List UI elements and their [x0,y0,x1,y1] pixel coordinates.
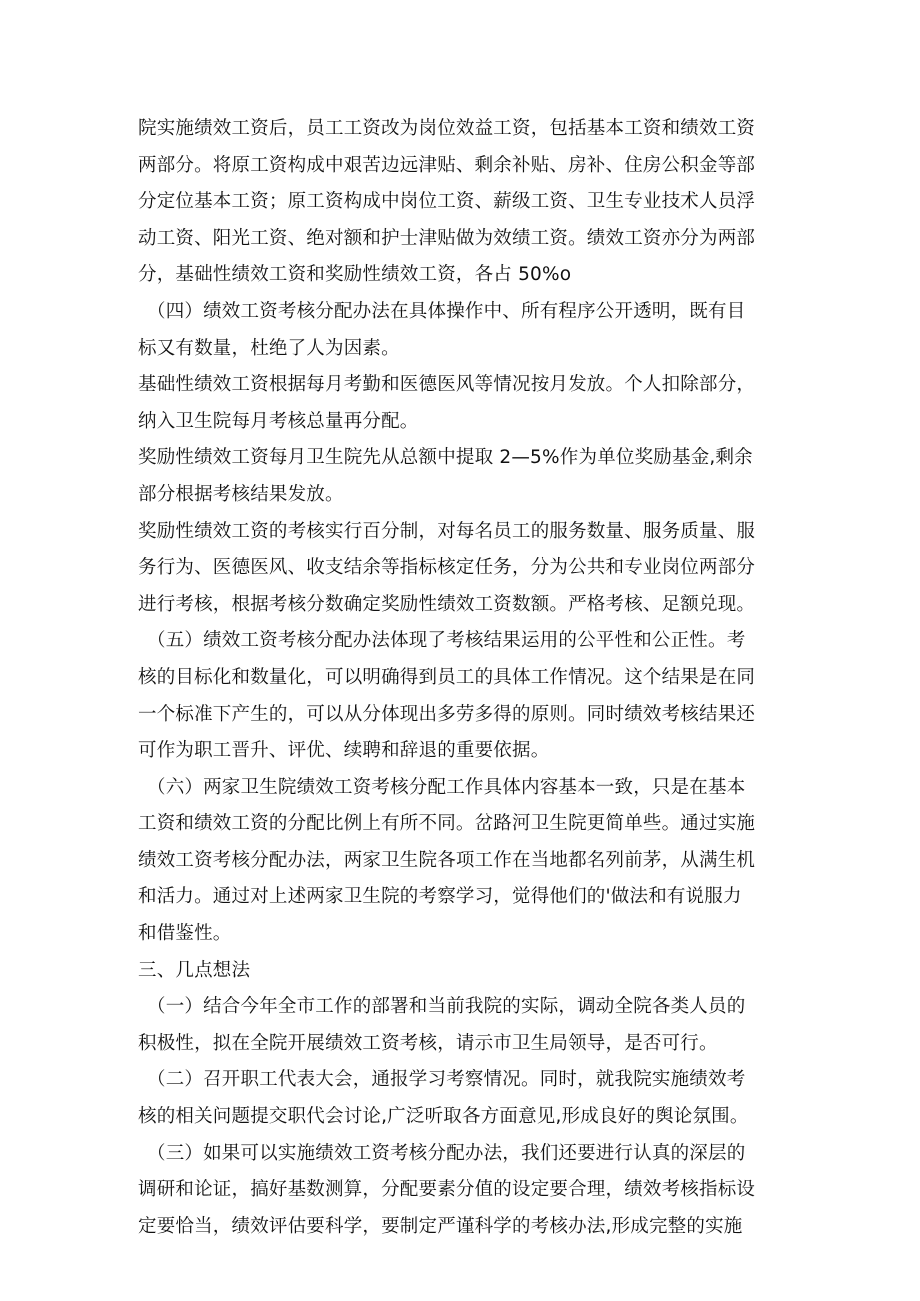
text-line: 定要恰当，绩效评估要科学，要制定严谨科学的考核办法,形成完整的实施 [138,1215,743,1237]
item-two-start: （二）召开职工代表大会，通报学习考察情况。同时，就我院实施绩效考 [147,1069,746,1091]
text-line: 院实施绩效工资后，员工工资改为岗位效益工资，包括基本工资和绩效工资 [138,118,756,139]
text-line: 一个标准下产生的，可以从分体现出多劳多得的原则。同时绩效考核结果还 [138,703,756,725]
item-three-start: （三）如果可以实施绩效工资考核分配办法，我们还要进行认真的深层的 [147,1142,746,1164]
text-line: 分，基础性绩效工资和奖励性绩效工资，各占 50%o [138,264,572,286]
paragraph-six-start: （六）两家卫生院绩效工资考核分配工作具体内容基本一致，只是在基本 [147,776,746,798]
text-line: 基础性绩效工资根据每月考勤和医德医风等情况按月发放。个人扣除部分， [138,374,756,396]
paragraph-four-start: （四）绩效工资考核分配办法在具体操作中、所有程序公开透明，既有目 [147,300,746,322]
text-line: 绩效工资考核分配办法，两家卫生院各项工作在当地都名列前茅，从满生机 [138,849,756,871]
text-line: 核的相关问题提交职代会讨论,广泛听取各方面意见,形成良好的舆论氛围。 [138,1106,749,1128]
text-line: 部分根据考核结果发放。 [138,483,344,505]
text-line: 动工资、阳光工资、绝对额和护士津贴做为效绩工资。绩效工资亦分为两部 [138,227,756,249]
text-line: 工资和绩效工资的分配比例上有所不同。岔路河卫生院更简单些。通过实施 [138,813,756,835]
text-line: 标又有数量，杜绝了人为因素。 [138,337,400,359]
text-line: 进行考核，根据考核分数确定奖励性绩效工资数额。严格考核、足额兑现。 [138,593,756,615]
document-body [138,111,798,1245]
text-line: 核的目标化和数量化，可以明确得到员工的具体工作情况。这个结果是在同 [138,666,756,688]
text-line: 两部分。将原工资构成中艰苦边远津贴、剩余补贴、房补、住房公积金等部 [138,154,756,176]
text-line: 务行为、医德医风、收支结余等指标核定任务，分为公共和专业岗位两部分 [138,557,756,579]
text-line: 可作为职工晋升、评优、续聘和辞退的重要依据。 [138,740,550,762]
text-line: 积极性，拟在全院开展绩效工资考核，请示市卫生局领导，是否可行。 [138,1032,718,1054]
text-line: 纳入卫生院每月考核总量再分配。 [138,410,419,432]
text-line: 奖励性绩效工资的考核实行百分制，对每名员工的服务数量、服务质量、服 [138,520,756,542]
section-heading: 三、几点想法 [138,959,251,981]
item-one-start: （一）结合今年全市工作的部署和当前我院的实际，调动全院各类人员的 [147,996,746,1018]
text-line: 奖励性绩效工资每月卫生院先从总额中提取 2—5%作为单位奖励基金,剩余 [138,447,753,469]
text-line: 调研和论证，搞好基数测算，分配要素分值的设定要合理，绩效考核指标设 [138,1179,756,1201]
text-line: 和活力。通过对上述两家卫生院的考察学习，觉得他们的'做法和有说服力 [138,886,742,908]
text-line: 分定位基本工资；原工资构成中岗位工资、薪级工资、卫生专业技术人员浮 [138,191,756,213]
text-line: 和借鉴性。 [138,923,232,945]
paragraph-five-start: （五）绩效工资考核分配办法体现了考核结果运用的公平性和公正性。考 [147,630,746,652]
